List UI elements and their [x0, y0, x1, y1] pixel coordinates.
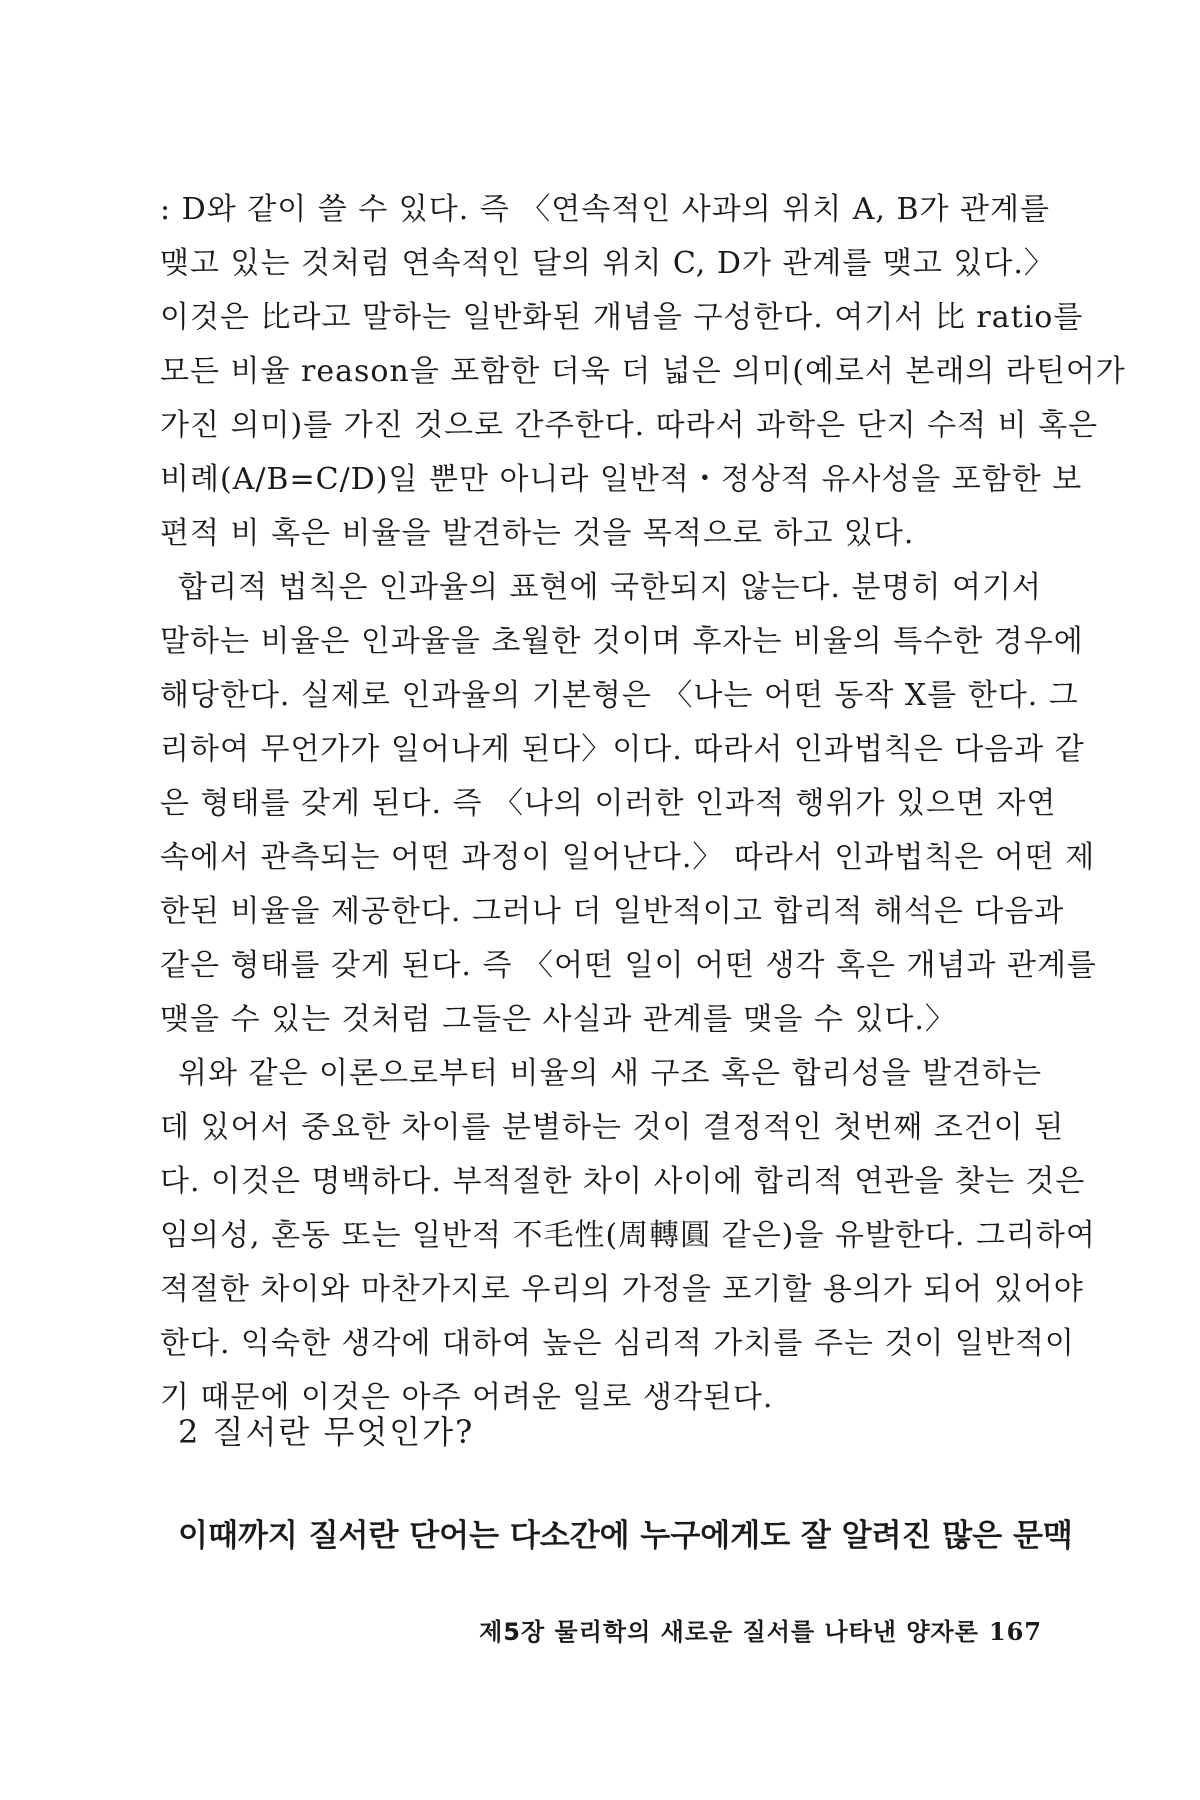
body-line: 한다. 익숙한 생각에 대하여 높은 심리적 가치를 주는 것이 일반적이: [160, 1326, 1075, 1361]
running-footer: [479, 1612, 1042, 1647]
page-number: 167: [988, 1617, 1042, 1646]
body-line: : D와 같이 쓸 수 있다. 즉 〈연속적인 사과의 위치 A, B가 관계를: [160, 192, 1050, 227]
body-line: 이것은 比라고 말하는 일반화된 개념을 구성한다. 여기서 比 ratio를: [160, 300, 1084, 335]
body-line: 모든 비율 reason을 포함한 더욱 더 넓은 의미(예로서 본래의 라틴어가: [160, 354, 1126, 389]
body-line: 은 형태를 갖게 된다. 즉 〈나의 이러한 인과적 행위가 있으면 자연: [160, 786, 1057, 821]
section-heading: 2 질서란 무엇인가?: [178, 1413, 475, 1451]
body-line: 속에서 관측되는 어떤 과정이 일어난다.〉 따라서 인과법칙은 어떤 제: [160, 840, 1096, 875]
body-line: 맺고 있는 것처럼 연속적인 달의 위치 C, D가 관계를 맺고 있다.〉: [160, 246, 1055, 281]
body-line: 편적 비 혹은 비율을 발견하는 것을 목적으로 하고 있다.: [160, 516, 915, 551]
paragraph-first-line: 합리적 법칙은 인과율의 표현에 국한되지 않는다. 분명히 여기서: [178, 570, 1042, 605]
body-line: 데 있어서 중요한 차이를 분별하는 것이 결정적인 첫번째 조건이 된: [160, 1110, 1065, 1145]
paragraph-first-line: 위와 같은 이론으로부터 비율의 새 구조 혹은 합리성을 발견하는: [178, 1056, 1042, 1091]
body-line: 리하여 무언가가 일어나게 된다〉이다. 따라서 인과법칙은 다음과 같: [160, 732, 1085, 767]
body-line: 해당한다. 실제로 인과율의 기본형은 〈나는 어떤 동작 X를 한다. 그: [160, 678, 1079, 713]
body-line: 말하는 비율은 인과율을 초월한 것이며 후자는 비율의 특수한 경우에: [160, 624, 1084, 659]
body-line: 다. 이것은 명백하다. 부적절한 차이 사이에 합리적 연관을 찾는 것은: [160, 1164, 1086, 1199]
chapter-title: 제5장 물리학의 새로운 질서를 나타낸 양자론: [479, 1618, 979, 1646]
body-line: 같은 형태를 갖게 된다. 즉 〈어떤 일이 어떤 생각 혹은 개념과 관계를: [160, 948, 1097, 983]
body-text: [160, 183, 1126, 1425]
body-line: 적절한 차이와 마찬가지로 우리의 가정을 포기할 용의가 되어 있어야: [160, 1272, 1084, 1307]
body-line: 기 때문에 이것은 아주 어려운 일로 생각된다.: [160, 1380, 774, 1415]
body-line: 비례(A/B=C/D)일 뿐만 아니라 일반적・정상적 유사성을 포함한 보: [160, 462, 1083, 497]
body-line: 임의성, 혼동 또는 일반적 不毛性(周轉圓 같은)을 유발한다. 그리하여: [160, 1218, 1096, 1253]
body-line: 맺을 수 있는 것처럼 그들은 사실과 관계를 맺을 수 있다.〉: [160, 1002, 956, 1037]
body-line: 가진 의미)를 가진 것으로 간주한다. 따라서 과학은 단지 수적 비 혹은: [160, 408, 1099, 443]
section-lead-line: 이때까지 질서란 단어는 다소간에 누구에게도 잘 알려진 많은 문맥: [178, 1518, 1073, 1554]
body-line: 한된 비율을 제공한다. 그러나 더 일반적이고 합리적 해석은 다음과: [160, 894, 1065, 929]
